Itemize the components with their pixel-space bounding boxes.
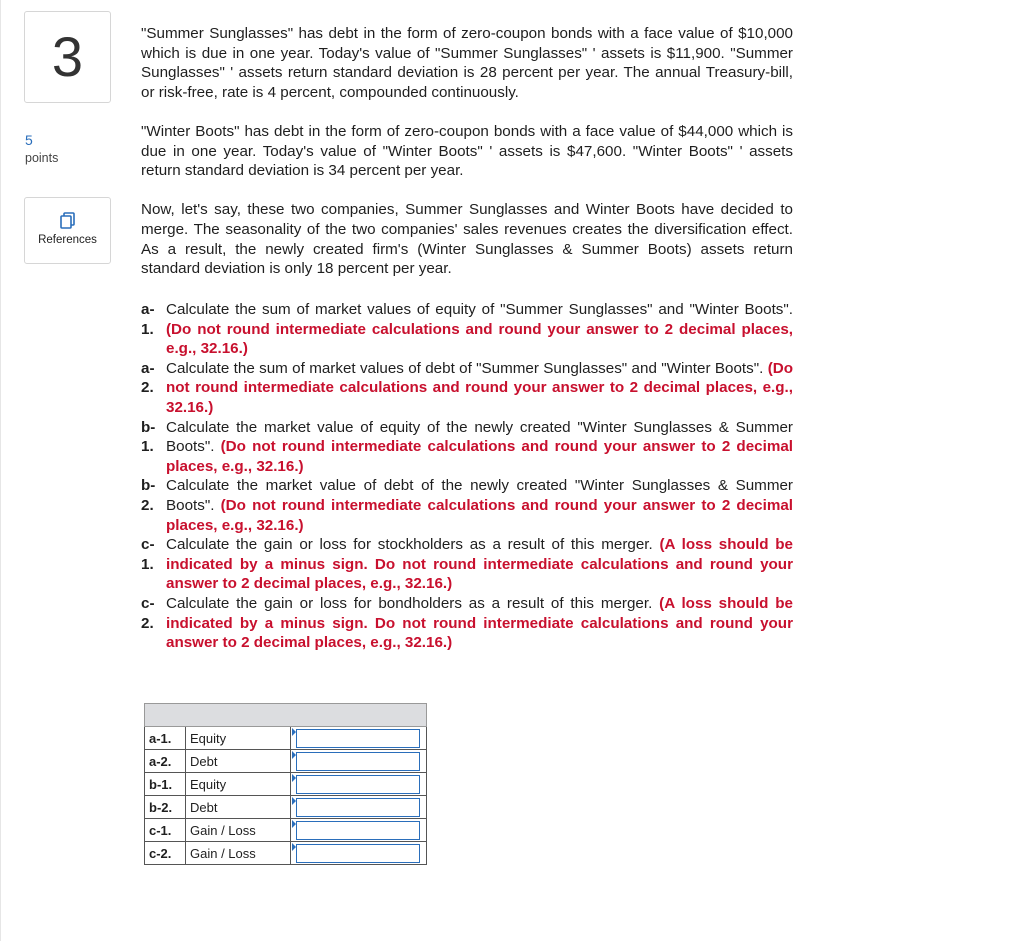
row-label: Debt: [186, 750, 291, 773]
part-label: c-1.: [141, 536, 155, 573]
input-marker-icon: [292, 843, 296, 851]
table-row: [145, 750, 427, 773]
part-note: (A loss should be indicated by a minus sign. Do not round intermediate calculations and round your answer to 2 decimal places, e.g., 32.16.): [166, 594, 793, 652]
part-c2: [141, 594, 793, 653]
answer-input-b2[interactable]: [296, 798, 420, 817]
answer-input-c1[interactable]: [296, 821, 420, 840]
part-note: (Do not round intermediate calculations and round your answer to 2 decimal places, e.g., 32.16.): [166, 359, 793, 416]
part-label: c-2.: [141, 594, 155, 632]
answer-input-b1[interactable]: [296, 775, 420, 794]
row-key: c-1.: [145, 819, 186, 842]
part-b2: [141, 476, 793, 535]
paragraph-winter: "Winter Boots" has debt in the form of zero-coupon bonds with a face value of $44,000 which is due in one year. Today's value of "Winter Boots" ' assets is $47,600. "Winter Boots" ' assets return standard deviation is 34 percent per year.: [141, 122, 793, 180]
part-label: b-1.: [141, 418, 156, 456]
points-block: [25, 132, 58, 165]
part-a2: [141, 359, 793, 418]
answer-table: [144, 703, 427, 865]
input-marker-icon: [292, 820, 296, 828]
input-marker-icon: [292, 774, 296, 782]
row-label: Gain / Loss: [186, 819, 291, 842]
problem-text: [141, 24, 793, 298]
row-label: Debt: [186, 796, 291, 819]
part-a1: [141, 300, 793, 359]
row-key: c-2.: [145, 842, 186, 865]
points-value: 5: [25, 132, 33, 148]
part-text: Calculate the sum of market values of equity of "Summer Sunglasses" and "Winter Boots".: [166, 301, 793, 318]
row-label: Equity: [186, 727, 291, 750]
part-label: a-1.: [141, 301, 155, 338]
table-row: [145, 727, 427, 750]
row-label: Gain / Loss: [186, 842, 291, 865]
answer-input-a2[interactable]: [296, 752, 420, 771]
input-marker-icon: [292, 797, 296, 805]
part-c1: [141, 535, 793, 594]
question-number-box: [24, 11, 111, 103]
row-key: b-1.: [145, 773, 186, 796]
part-text: Calculate the sum of market values of debt of "Summer Sunglasses" and "Winter Boots".: [166, 359, 764, 377]
question-number: 3: [51, 25, 84, 88]
row-key: b-2.: [145, 796, 186, 819]
references-label: References: [38, 234, 97, 246]
row-key: a-1.: [145, 727, 186, 750]
points-label: points: [25, 151, 59, 165]
answer-input-c2[interactable]: [296, 844, 420, 863]
input-marker-icon: [292, 751, 296, 759]
table-row: [145, 842, 427, 865]
row-label: Equity: [186, 773, 291, 796]
part-text: Calculate the market value of debt of the newly created "Winter Sunglasses & Summer Boots".: [166, 477, 793, 514]
answer-input-a1[interactable]: [296, 729, 420, 748]
part-text: Calculate the gain or loss for stockholders as a result of this merger.: [166, 536, 653, 554]
part-note: (A loss should be indicated by a minus sign. Do not round intermediate calculations and round your answer to 2 decimal places, e.g., 32.16.): [166, 536, 793, 593]
part-text: Calculate the gain or loss for bondholders as a result of this merger.: [166, 594, 653, 612]
part-note: (Do not round intermediate calculations and round your answer to 2 decimal places, e.g., 32.16.): [166, 320, 793, 358]
part-label: a-2.: [141, 359, 155, 397]
paragraph-merger: Now, let's say, these two companies, Summer Sunglasses and Winter Boots have decided to merge. The seasonality of the two companies' sales revenues creates the diversification effect. As a result, the newly created firm's (Winter Sunglasses & Summer Boots) assets return standard deviation is only 18 percent per year.: [141, 201, 793, 278]
row-key: a-2.: [145, 750, 186, 773]
part-note: (Do not round intermediate calculations and round your answer to 2 decimal places, e.g., 32.16.): [166, 438, 793, 475]
answer-table-header: [145, 704, 427, 727]
part-b1: [141, 418, 793, 477]
table-row: [145, 796, 427, 819]
question-parts: [141, 300, 793, 653]
part-text: Calculate the market value of equity of the newly created "Winter Sunglasses & Summer Boots".: [166, 418, 793, 456]
part-note: (Do not round intermediate calculations and round your answer to 2 decimal places, e.g., 32.16.): [166, 496, 793, 534]
references-icon: [59, 212, 77, 230]
references-button[interactable]: [24, 197, 111, 264]
table-row: [145, 819, 427, 842]
part-label: b-2.: [141, 477, 156, 514]
left-border: [0, 0, 1, 941]
table-row: [145, 773, 427, 796]
input-marker-icon: [292, 728, 296, 736]
paragraph-summer: "Summer Sunglasses" has debt in the form of zero-coupon bonds with a face value of $10,000 which is due in one year. Today's value of "Summer Sunglasses" ' assets is $11,900. "Summer Sunglasses" ' assets return standard deviation is 28 percent per year. The annual Treasury-bill, or risk-free, rate is 4 percent, compounded continuously.: [141, 25, 793, 101]
